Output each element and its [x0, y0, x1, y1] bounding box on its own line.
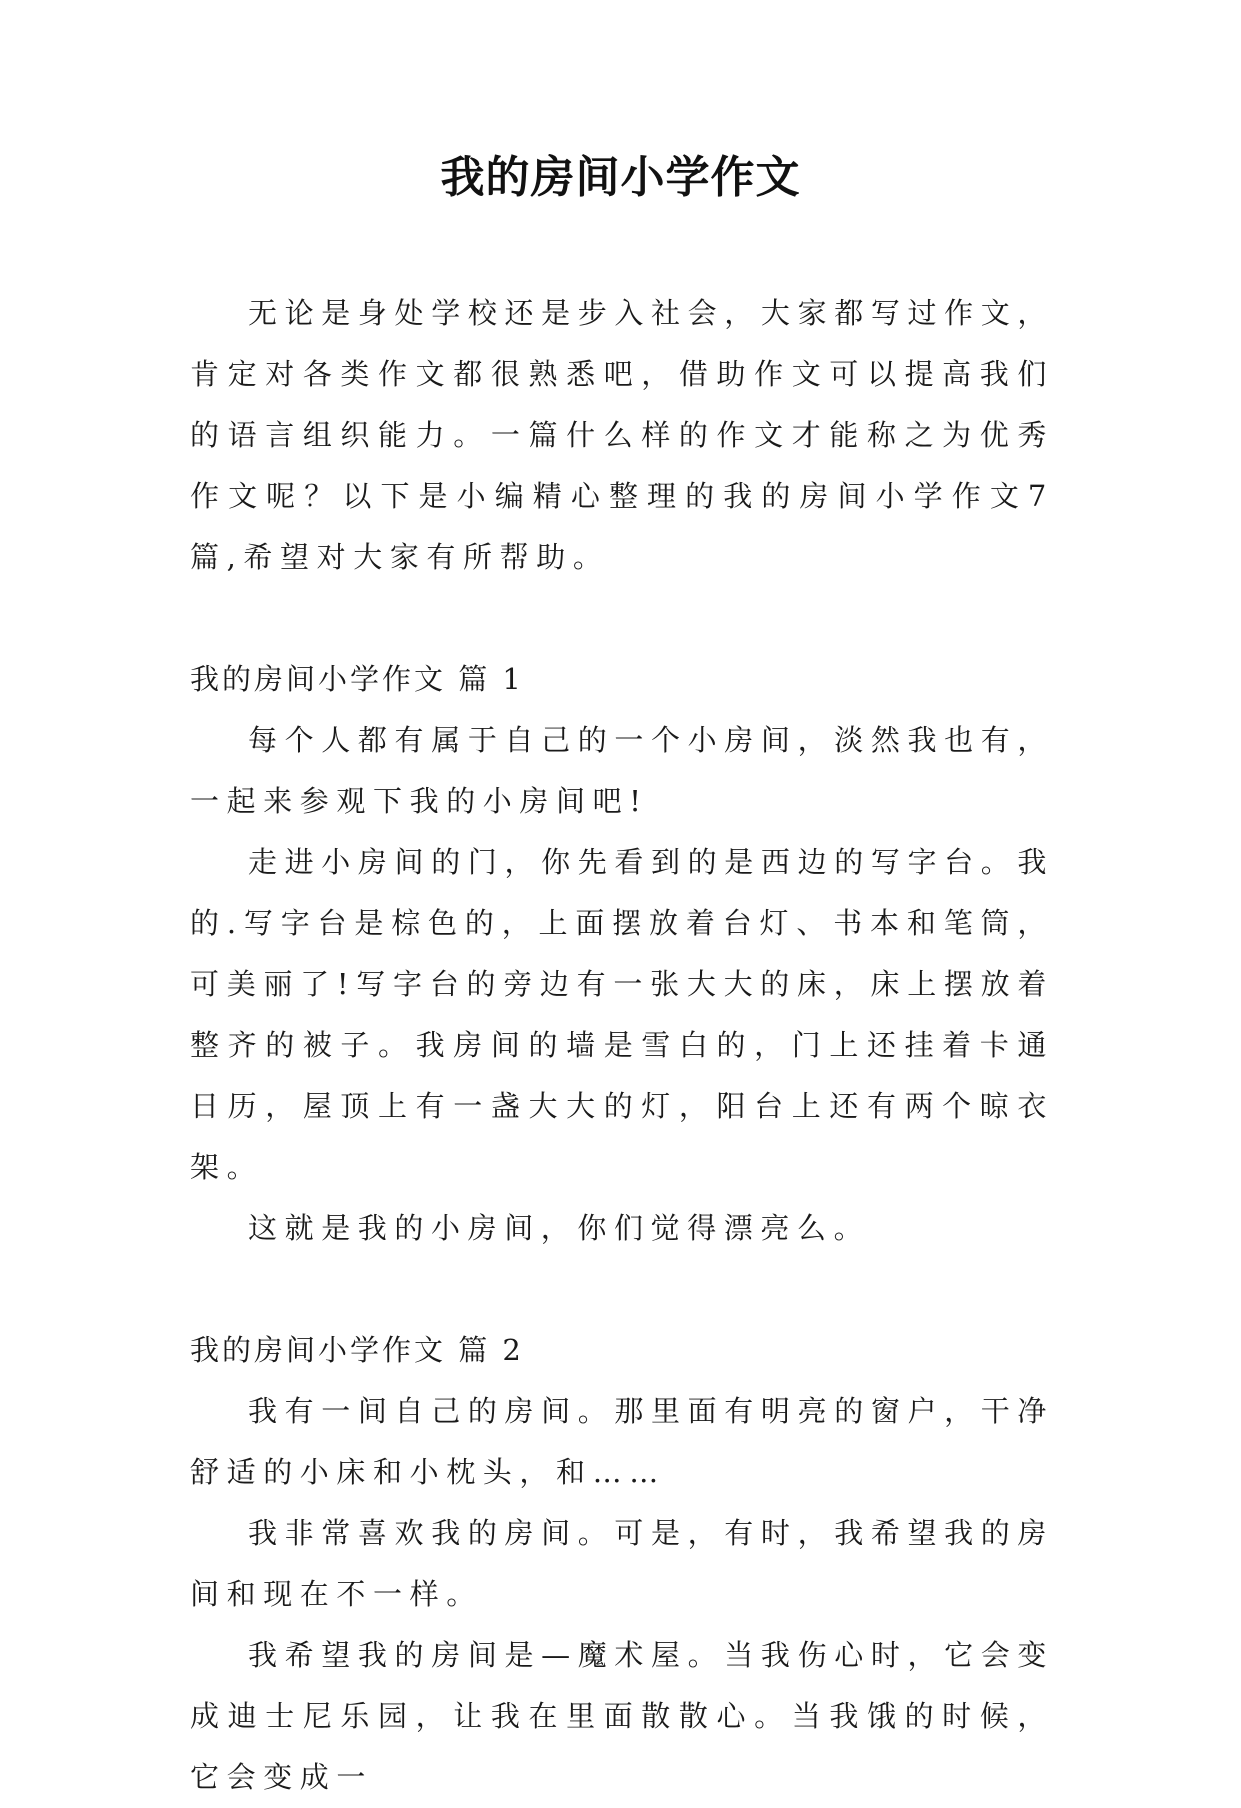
section-heading-1: 我的房间小学作文 篇 1	[190, 662, 524, 696]
intro-paragraph: 无论是身处学校还是步入社会，大家都写过作文，肯定对各类作文都很熟悉吧，借助作文可以提高我们的语言组织能力。一篇什么样的作文才能称之为优秀作文呢？以下是小编精心整理的我的房间小学作文7篇,希望对大家有所帮助。	[190, 296, 1054, 574]
section-1-paragraph: 这就是我的小房间，你们觉得漂亮么。	[248, 1211, 871, 1245]
section-1-paragraph: 走进小房间的门，你先看到的是西边的写字台。我的.写字台是棕色的，上面摆放着台灯、书本和笔筒，可美丽了!写字台的旁边有一张大大的床，床上摆放着整齐的被子。我房间的墙是雪白的，门上还挂着卡通日历，屋顶上有一盏大大的灯，阳台上还有两个晾衣架。	[190, 845, 1054, 1184]
section-divider-space	[190, 1259, 1054, 1320]
section-2-paragraph: 我希望我的房间是—魔术屋。当我伤心时，它会变成迪士尼乐园，让我在里面散散心。当我饿的时候，它会变成一	[190, 1638, 1054, 1794]
section-1-paragraph: 每个人都有属于自己的一个小房间，淡然我也有，一起来参观下我的小房间吧!	[190, 723, 1054, 818]
section-heading-2: 我的房间小学作文 篇 2	[190, 1333, 524, 1367]
document-body	[190, 283, 1054, 1808]
section-2-paragraph: 我有一间自己的房间。那里面有明亮的窗户，干净舒适的小床和小枕头，和……	[190, 1394, 1054, 1489]
section-2-paragraph: 我非常喜欢我的房间。可是，有时，我希望我的房间和现在不一样。	[190, 1516, 1054, 1611]
document-title: 我的房间小学作文	[440, 152, 801, 203]
